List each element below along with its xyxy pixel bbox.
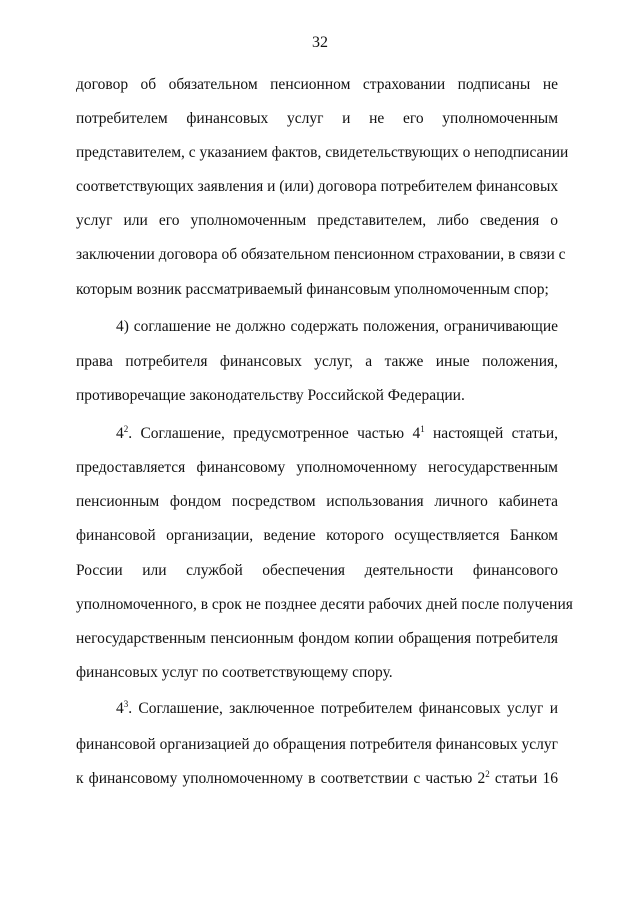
text-line: негосударственным пенсионным фондом копии обращения потребителя xyxy=(76,630,558,647)
text-line: услуг или его уполномоченным представителем, либо сведения о xyxy=(76,212,558,229)
text-line: финансовых услуг по соответствующему спору. xyxy=(76,664,393,681)
paragraph-4-3-third-line: к финансовому уполномоченному в соответствии с частью $2^2$ статьи 16 xyxy=(76,769,558,787)
text-line: пенсионным фондом посредством использования личного кабинета xyxy=(76,493,558,510)
text-line: представителем, с указанием фактов, свидетельствующих о неподписании xyxy=(76,144,569,161)
text-line: противоречащие законодательству Российской Федерации. xyxy=(76,387,465,404)
text-line: договор об обязательном пенсионном страховании подписаны не xyxy=(76,76,558,93)
text-line: 4) соглашение не должно содержать положения, ограничивающие xyxy=(116,318,558,335)
page-number: 32 xyxy=(312,34,328,51)
paragraph-4-2-first-line: $4^2$. Соглашение, предусмотренное частью $4^1$ настоящей статьи, xyxy=(116,424,558,442)
text-line: потребителем финансовых услуг и не его уполномоченным xyxy=(76,110,558,127)
text-line: финансовой организации, ведение которого осуществляется Банком xyxy=(76,527,558,544)
text-line: соответствующих заявления и (или) договора потребителем финансовых xyxy=(76,178,559,195)
text-line: финансовой организацией до обращения потребителя финансовых услуг xyxy=(76,736,558,753)
text-line: заключении договора об обязательном пенсионном страховании, в связи с xyxy=(76,246,566,263)
text-line: уполномоченного, в срок не позднее десяти рабочих дней после получения xyxy=(76,596,573,613)
text-line: предоставляется финансовому уполномоченному негосударственным xyxy=(76,459,558,476)
text-line: России или службой обеспечения деятельности финансового xyxy=(76,562,558,579)
text-line: права потребителя финансовых услуг, а также иные положения, xyxy=(76,353,558,370)
paragraph-4-3-first-line: $4^3$. Соглашение, заключенное потребителем финансовых услуг и xyxy=(116,699,558,717)
text-line: которым возник рассматриваемый финансовым уполномоченным спор; xyxy=(76,281,549,298)
